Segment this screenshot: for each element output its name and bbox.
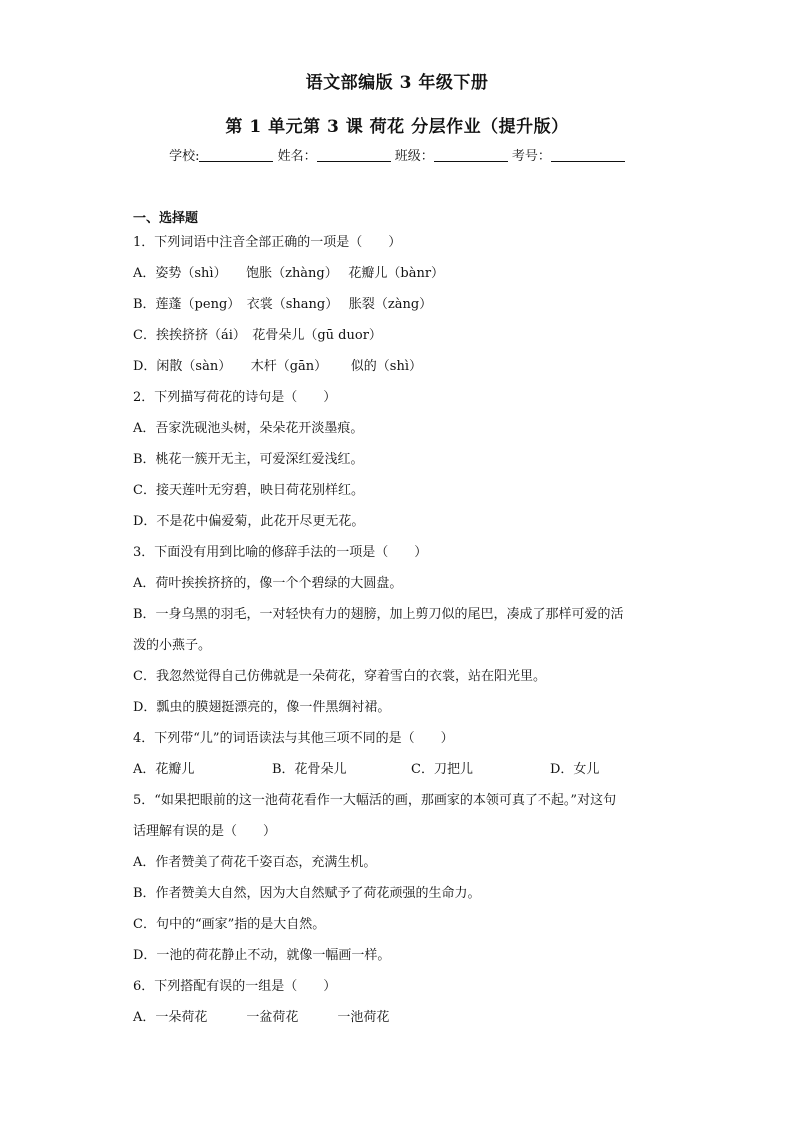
question-stem: 3．下面没有用到比喻的修辞手法的一项是（ ） xyxy=(133,545,428,560)
school-label: 学校: xyxy=(169,149,200,164)
option-d: D．女儿 xyxy=(550,762,600,777)
question-stem: 4．下列带“儿”的词语读法与其他三项不同的是（ ） xyxy=(133,731,454,746)
option-b: B．作者赞美大自然，因为大自然赋予了荷花顽强的生命力。 xyxy=(133,886,481,901)
option-b-continued: 泼的小燕子。 xyxy=(133,638,212,653)
section-title: 一、选择题 xyxy=(133,211,199,226)
option-b: B．一身乌黑的羽毛，一对轻快有力的翅膀，加上剪刀似的尾巴，凑成了那样可爱的活 xyxy=(133,607,624,622)
option-c: C．我忽然觉得自己仿佛就是一朵荷花，穿着雪白的衣裳，站在阳光里。 xyxy=(133,669,546,684)
school-blank[interactable] xyxy=(199,149,273,162)
option-a: A．花瓣儿 xyxy=(133,762,195,777)
number-label: 考号： xyxy=(511,149,551,164)
option-d: D．闲散（sàn） 木杆（gān） 似的（shì） xyxy=(133,359,422,374)
class-label: 班级： xyxy=(394,149,434,164)
option-a: A．吾家洗砚池头树，朵朵花开淡墨痕。 xyxy=(133,421,364,436)
question-stem: 6．下列搭配有误的一组是（ ） xyxy=(133,979,337,994)
page-title: 语文部编版 3 年级下册 xyxy=(305,73,489,93)
option-d: D．不是花中偏爱菊，此花开尽更无花。 xyxy=(133,514,365,529)
name-label: 姓名： xyxy=(277,149,317,164)
number-blank[interactable] xyxy=(551,149,625,162)
question-stem: 2．下列描写荷花的诗句是（ ） xyxy=(133,390,337,405)
option-c: C．刀把儿 xyxy=(411,762,473,777)
option-c: C．句中的“画家”指的是大自然。 xyxy=(133,917,326,932)
option-a: A．一朵荷花 一盆荷花 一池荷花 xyxy=(133,1010,390,1025)
question-stem: 1．下列词语中注音全部正确的一项是（ ） xyxy=(133,235,402,250)
page-subtitle: 第 1 单元第 3 课 荷花 分层作业（提升版） xyxy=(225,117,569,137)
question-stem-continued: 话理解有误的是（ ） xyxy=(133,824,277,839)
option-d: D．瓢虫的膜翅挺漂亮的，像一件黑绸衬裙。 xyxy=(133,700,391,715)
option-d: D．一池的荷花静止不动，就像一幅画一样。 xyxy=(133,948,391,963)
option-a: A．姿势（shì） 饱胀（zhàng） 花瓣儿（bànr） xyxy=(133,266,445,281)
option-b: B．莲蓬（peng） 衣裳（shang） 胀裂（zàng） xyxy=(133,297,433,312)
class-blank[interactable] xyxy=(434,149,508,162)
question-stem: 5．“如果把眼前的这一池荷花看作一大幅活的画，那画家的本领可真了不起。”对这句 xyxy=(133,793,617,808)
options-row xyxy=(133,758,663,789)
option-c: C．接天莲叶无穷碧，映日荷花别样红。 xyxy=(133,483,364,498)
question-list xyxy=(133,231,663,1037)
student-info-line xyxy=(0,145,794,164)
option-b: B．花骨朵儿 xyxy=(272,762,347,777)
option-c: C．挨挨挤挤（ái） 花骨朵儿（gū duor） xyxy=(133,328,382,343)
option-b: B．桃花一簇开无主，可爱深红爱浅红。 xyxy=(133,452,364,467)
name-blank[interactable] xyxy=(317,149,391,162)
option-a: A．作者赞美了荷花千姿百态，充满生机。 xyxy=(133,855,377,870)
option-a: A．荷叶挨挨挤挤的，像一个个碧绿的大圆盘。 xyxy=(133,576,403,591)
